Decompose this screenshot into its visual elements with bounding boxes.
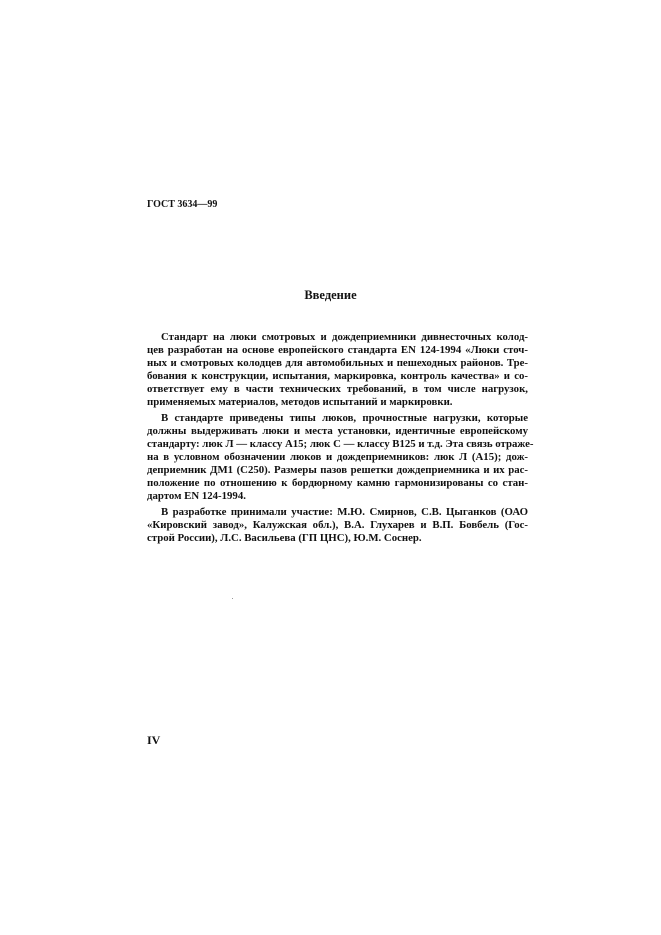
- paragraph-2: [147, 412, 534, 503]
- document-header: ГОСТ 3634—99: [147, 199, 218, 210]
- text-line: применяемых материалов, методов испытаний и маркировки.: [147, 396, 453, 408]
- scan-speck: [232, 598, 233, 599]
- text-line: бования к конструкции, испытания, маркировка, контроль качества» и со-: [147, 370, 528, 382]
- text-line: дартом EN 124-1994.: [147, 490, 246, 502]
- text-line: строй России), Л.С. Васильева (ГП ЦНС), Ю.М. Соснер.: [147, 532, 422, 544]
- text-line: деприемник ДМ1 (С250). Размеры пазов решетки дождеприемника и их рас-: [147, 464, 528, 476]
- section-title: Введение: [304, 288, 357, 302]
- text-line: положение по отношению к бордюрному камню гармонизированы со стан-: [147, 477, 528, 489]
- text-line: ответствует ему в части технических требований, в том числе нагрузок,: [147, 383, 528, 395]
- text-line: на в условном обозначении люков и дождеприемников: люк Л (А15); дож-: [147, 451, 528, 463]
- paragraph-1: [147, 331, 528, 409]
- text-line: В разработке принимали участие: М.Ю. Смирнов, С.В. Цыганков (ОАО: [161, 506, 528, 518]
- text-line: Стандарт на люки смотровых и дождеприемники дивнесточных колод-: [161, 331, 528, 343]
- text-line: цев разработан на основе европейского стандарта EN 124-1994 «Люки сточ-: [147, 344, 528, 356]
- text-line: «Кировский завод», Калужская обл.), В.А. Глухарев и В.П. Бовбель (Гос-: [147, 519, 528, 531]
- page-number: IV: [147, 733, 161, 747]
- text-line: должны выдерживать люки и места установки, идентичные европейскому: [147, 425, 528, 437]
- paragraph-3: [147, 506, 528, 545]
- text-line: ных и смотровых колодцев для автомобильных и пешеходных районов. Тре-: [147, 357, 528, 369]
- text-line: стандарту: люк Л — классу А15; люк С — классу В125 и т.д. Эта связь отраже-: [147, 438, 534, 450]
- text-line: В стандарте приведены типы люков, прочностные нагрузки, которые: [161, 412, 528, 424]
